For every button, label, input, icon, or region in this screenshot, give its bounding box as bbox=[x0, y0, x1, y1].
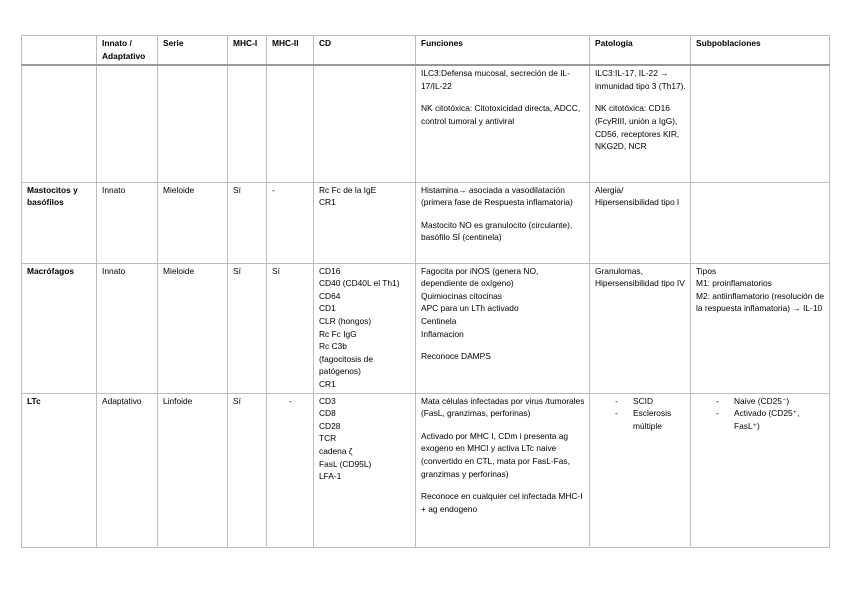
table-row-macrofagos bbox=[22, 263, 830, 393]
table-row-ltc bbox=[22, 393, 830, 547]
pathology: Alergia/ Hipersensibilidad tipo I bbox=[590, 182, 691, 263]
header-cell-type bbox=[22, 36, 97, 66]
series bbox=[158, 65, 228, 182]
cd-item: CD28 bbox=[319, 420, 341, 431]
header-cd: CD bbox=[314, 36, 416, 66]
header-subpopulations: Subpoblaciones bbox=[691, 36, 830, 66]
header-mhc2: MHC-II bbox=[267, 36, 314, 66]
function-text: Fagocita por iNOS (genera NO, dependiente de oxígeno) bbox=[421, 265, 539, 289]
mhc1: Sí bbox=[228, 263, 267, 393]
function-text: APC para un LTh activado bbox=[421, 303, 519, 314]
cd-item: FasL (CD95L) bbox=[319, 458, 372, 469]
header-row bbox=[22, 36, 830, 66]
subpopulations bbox=[691, 65, 830, 182]
pathology-text: ILC3:IL-17, IL-22 → inmunidad tipo 3 (Th17). bbox=[595, 68, 686, 91]
cd-item: Rc C3b bbox=[319, 341, 347, 352]
cd-item: CD3 bbox=[319, 395, 336, 406]
cd-markers bbox=[314, 263, 416, 393]
function-text: NK citotóxica: Citotoxicidad directa, ADCC, control tumoral y antiviral bbox=[421, 103, 581, 126]
function-text: Reconoce DAMPS bbox=[421, 351, 491, 362]
table-row-ilc-nk bbox=[22, 65, 830, 182]
cd-item: Rc Fc de la IgE bbox=[319, 184, 377, 195]
header-series: Serie bbox=[158, 36, 228, 66]
table-row-mastocitos bbox=[22, 182, 830, 263]
cell-type: Mastocitos y basófilos bbox=[22, 182, 97, 263]
function-text: Activado por MHC I, CDm i presenta ag exogeno en MHCI y activa LTc naive (convertido en CTL, mata por FasL-Fas, granzimas y perforinas) bbox=[421, 430, 570, 479]
functions bbox=[416, 65, 590, 182]
function-text: Mastocito NO es granulocito (circulante), basófilo SÍ (centinela) bbox=[421, 219, 573, 243]
innate-adaptive: Adaptativo bbox=[97, 393, 158, 547]
function-text: Mata células infectadas por virus /tumorales (FasL, granzimas, perforinas) bbox=[421, 395, 585, 419]
innate-adaptive bbox=[97, 65, 158, 182]
innate-adaptive: Innato bbox=[97, 182, 158, 263]
cd-item: CD16 bbox=[319, 265, 341, 276]
mhc1 bbox=[228, 65, 267, 182]
list-item: - Naive (CD25⁻) bbox=[696, 395, 825, 408]
subpopulation-list bbox=[696, 395, 825, 433]
function-text: ILC3:Defensa mucosal, secreción de IL-17/IL-22 bbox=[421, 68, 570, 91]
subpopulations bbox=[691, 263, 830, 393]
cell-type: LTc bbox=[22, 393, 97, 547]
cd-item: cadena ζ bbox=[319, 446, 353, 456]
cd-item: Rc Fc IgG bbox=[319, 328, 357, 339]
series: Mieloide bbox=[158, 263, 228, 393]
cd-markers bbox=[314, 65, 416, 182]
cd-item: CLR (hongos) bbox=[319, 316, 372, 327]
header-functions: Funciones bbox=[416, 36, 590, 66]
subpopulations bbox=[691, 182, 830, 263]
cell-type: Macrófagos bbox=[22, 263, 97, 393]
cd-markers bbox=[314, 393, 416, 547]
pathology-list bbox=[595, 395, 686, 433]
subpopulation-text: Tipos bbox=[696, 265, 717, 276]
pathology bbox=[590, 65, 691, 182]
cd-item: CD1 bbox=[319, 303, 336, 314]
series: Linfoide bbox=[158, 393, 228, 547]
immune-cells-table bbox=[21, 35, 830, 548]
cd-item: CR1 bbox=[319, 197, 336, 208]
list-item: - SCID bbox=[595, 395, 686, 408]
cd-item: CD8 bbox=[319, 408, 336, 419]
list-item: - Activado (CD25⁺, FasL⁺) bbox=[696, 407, 825, 432]
mhc1: Sí bbox=[228, 393, 267, 547]
list-item: - Esclerosis múltiple bbox=[595, 407, 686, 432]
functions bbox=[416, 393, 590, 547]
cd-item: CR1 bbox=[319, 379, 336, 390]
header-innate-adaptive: Innato / Adaptativo bbox=[97, 36, 158, 66]
pathology bbox=[590, 393, 691, 547]
function-text: Centinela bbox=[421, 316, 457, 327]
cd-item: CD40 (CD40L el Th1) bbox=[319, 278, 400, 289]
pathology: Granulomas, Hipersensibilidad tipo IV bbox=[590, 263, 691, 393]
subpopulation-text: M2: antiinflamatorio (resolución de la respuesta inflamatoria) → IL-10 bbox=[696, 290, 825, 314]
cd-item: TCR bbox=[319, 433, 337, 444]
mhc2: - bbox=[267, 393, 314, 547]
function-text: Inflamacion bbox=[421, 328, 464, 339]
subpopulations bbox=[691, 393, 830, 547]
mhc2 bbox=[267, 65, 314, 182]
mhc1: Sí bbox=[228, 182, 267, 263]
cd-item: (fagocitosis de patógenos) bbox=[319, 353, 373, 377]
functions bbox=[416, 263, 590, 393]
series: Mieloide bbox=[158, 182, 228, 263]
function-text: Reconoce en cualquier cel infectada MHC-I + ag endogeno bbox=[421, 491, 583, 514]
subpopulation-text: M1: proinflamatorios bbox=[696, 278, 772, 289]
innate-adaptive: Innato bbox=[97, 263, 158, 393]
function-text: Histamina→ asociada a vasodilatación (primera fase de Respuesta inflamatoria) bbox=[421, 184, 573, 208]
functions bbox=[416, 182, 590, 263]
mhc2: - bbox=[267, 182, 314, 263]
cell-type bbox=[22, 65, 97, 182]
pathology-text: NK citotóxica: CD16 (FcγRIII, unión a IgG), CD56, receptores KIR, NKG2D, NCR bbox=[595, 103, 680, 152]
function-text: Quimiocinas citocinas bbox=[421, 290, 502, 301]
cd-item: CD64 bbox=[319, 290, 341, 301]
mhc2: Sí bbox=[267, 263, 314, 393]
cd-markers bbox=[314, 182, 416, 263]
header-pathology: Patología bbox=[590, 36, 691, 66]
header-mhc1: MHC-I bbox=[228, 36, 267, 66]
cd-item: LFA-1 bbox=[319, 471, 342, 482]
